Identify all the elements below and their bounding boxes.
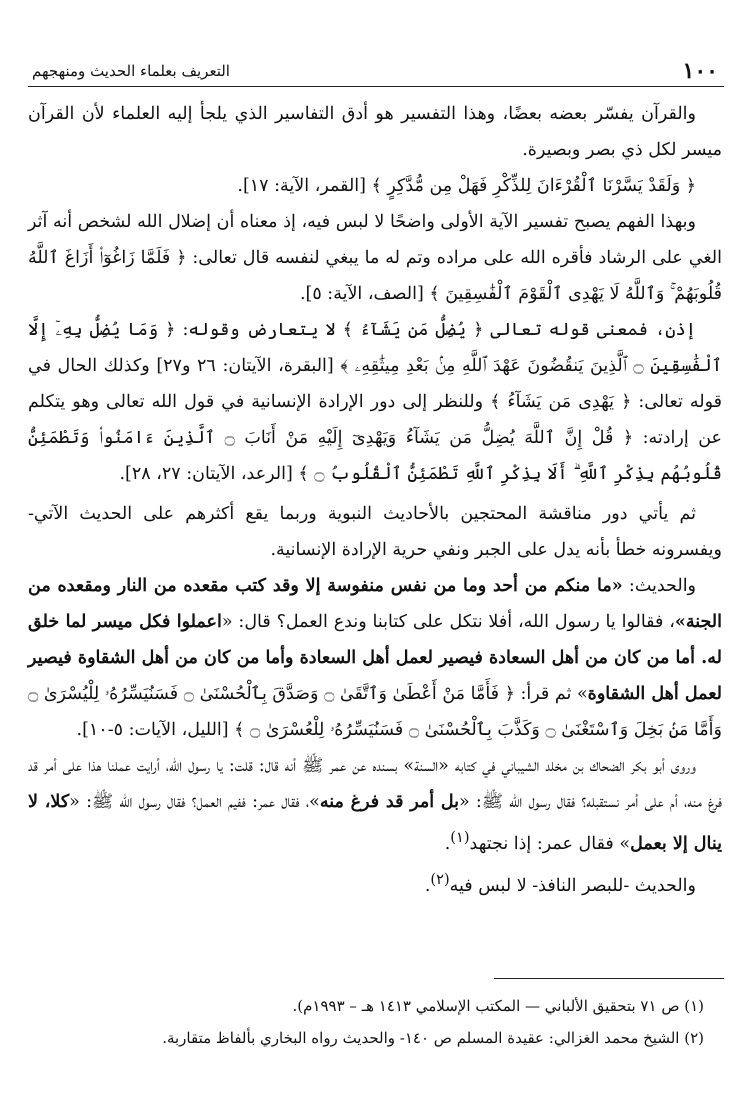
hadith-paragraph-2 (28, 748, 722, 862)
paragraph-1: والقرآن يفسّر بعضه بعضًا، وهذا التفسير هو أدق التفاسير الذي يلجأ إليه العلماء لأن القرآن ميسر لكل ذي بصر وبصيرة. (28, 104, 722, 160)
footnote-2: (٢) الشيخ محمد الغزالي: عقيدة المسلم ص ١٤٠- والحديث رواه البخاري بألفاظ متقاربة. (162, 1029, 704, 1047)
hadith2-quote-2: كلا، لا ينال إلا بعمل (28, 792, 722, 854)
page-header (28, 56, 724, 87)
main-text (28, 96, 722, 904)
hadith-quote-2: اعملوا فكل ميسر لما خلق له. أما من كان من أهل السعادة فيصير لعمل أهل السعادة وأما من كان من أهل الشقاوة فيصير لعمل أهل الشقاوة (28, 612, 722, 704)
page-number: ١٠٠ (682, 58, 718, 84)
hadith-text-2: » ثم قرأ: (514, 684, 588, 704)
hadith2-text-4: . (444, 833, 451, 854)
hadith-text-1: ، فقالوا يا رسول الله، أفلا نتكل على كتابنا وندع العمل؟ قال: « (221, 612, 675, 632)
footnote-divider (494, 978, 724, 979)
footnote-ref-2: (٢) (430, 870, 450, 888)
hadith-intro: والحديث: (622, 576, 697, 596)
hadith-paragraph-1 (28, 568, 722, 748)
hadith2-text-2: »، فقال عمر: ففيم العمل؟ فقال رسول الله ﷺ: « (69, 792, 320, 812)
hadith2-text-3: » فقال عمر: إذا نجتهد (469, 833, 631, 854)
closing-end: . (424, 875, 431, 896)
closing-paragraph (28, 862, 722, 904)
footnote-ref-1: (١) (450, 829, 470, 846)
quran-verse-layl: ﴿ فَأَمَّا مَنْ أَعْطَىٰ وَٱتَّقَىٰ ۝ وَصَدَّقَ بِٱلْحُسْنَىٰ ۝ فَسَنُيَسِّرُهُۥ لِلْيُسْرَىٰ ۝ وَأَمَّا مَنۢ بَخِلَ وَٱسْتَغْنَىٰ ۝ وَكَذَّبَ بِٱلْحُسْنَىٰ ۝ فَسَنُيَسِّرُهُۥ لِلْعُسْرَىٰ ۝ ﴾ [الليل، الآيات: ٥-١٠]. (28, 684, 722, 740)
hadith2-text-1: وروى أبو بكر الضحاك بن مخلد الشيباني في كتابه «السنة» بسنده عن عمر ﷺ أنه قال: قلت: يا رسول الله، أرايت عملنا هذا على أمر قد فرغ منه، أم على أمر نستقبله؟ فقال رسول الله ﷺ: « (28, 756, 723, 812)
hadith-quote-1: «ما منكم من أحد وما من نفس منفوسة إلا وقد كتب مقعده من النار ومقعده من الجنة» (28, 576, 722, 632)
quran-verse-qamar: ﴿ وَلَقَدْ يَسَّرْنَا ٱلْقُرْءَانَ لِلذِّكْرِ فَهَلْ مِن مُّدَّكِرٍ ﴾ [القمر، الآية: ١٧]. (237, 176, 696, 196)
hadith2-quote-1: بل أمر قد فرغ منه (319, 792, 459, 812)
paragraph-4: ثم يأتي دور مناقشة المحتجين بالأحاديث النبوية وربما يقع أكثرهم على الحديث الآتي- ويفسرونه خطأ بأنه يدل على الجبر ونفي حرية الإرادة الإنسانية. (28, 504, 722, 560)
footnotes (28, 990, 722, 1054)
closing-text: والحديث -للبصر النافذ- لا لبس فيه (449, 875, 696, 896)
paragraph-2: وبهذا الفهم يصبح تفسير الآية الأولى واضحًا لا لبس فيه، إذ معناه أن إضلال الله لشخص أنه آثر الغي على الرشاد فأقره الله على مراده وتم له ما يبغي لنفسه قال تعالى: ﴿ فَلَمَّا زَاغُوٓا۟ أَزَاغَ ٱللَّهُ قُلُوبَهُمْ ۚ وَٱللَّهُ لَا يَهْدِى ٱلْقَوْمَ ٱلْفَٰسِقِينَ ﴾ [الصف، الآية: ٥]. (28, 212, 722, 304)
running-title: التعريف بعلماء الحديث ومنهجهم (32, 62, 230, 80)
footnote-1: (١) ص ٧١ بتحقيق الألباني — المكتب الإسلامي ١٤١٣ هـ – ١٩٩٣م). (292, 997, 704, 1015)
paragraph-3: إذن، فمعنى قوله تعالى ﴿ يُضِلُّ مَن يَشَآءُ ﴾ لا يتعارض وقوله: ﴿ وَمَا يُضِلُّ بِهِۦٓ إِلَّا ٱلْفَٰسِقِينَ ۝ ٱلَّذِينَ يَنقُضُونَ عَهْدَ ٱللَّهِ مِنۢ بَعْدِ مِيثَٰقِهِۦ ﴾ [البقرة، الآيتان: ٢٦ و٢٧] وكذلك الحال في قوله تعالى: ﴿ يَهْدِى مَن يَشَآءُ ﴾ وللنظر إلى دور الإرادة الإنسانية في قول الله تعالى وهو يتكلم عن إرادته: ﴿ قُلْ إِنَّ ٱللَّهَ يُضِلُّ مَن يَشَآءُ وَيَهْدِىٓ إِلَيْهِ مَنْ أَنَابَ ۝ ٱلَّذِينَ ءَامَنُوا۟ وَتَطْمَئِنُّ قُلُوبُهُم بِذِكْرِ ٱللَّهِ ۗ أَلَا بِذِكْرِ ٱللَّهِ تَطْمَئِنُّ ٱلْقُلُوبُ ۝ ﴾ [الرعد، الآيتان: ٢٧، ٢٨]. (28, 320, 722, 484)
